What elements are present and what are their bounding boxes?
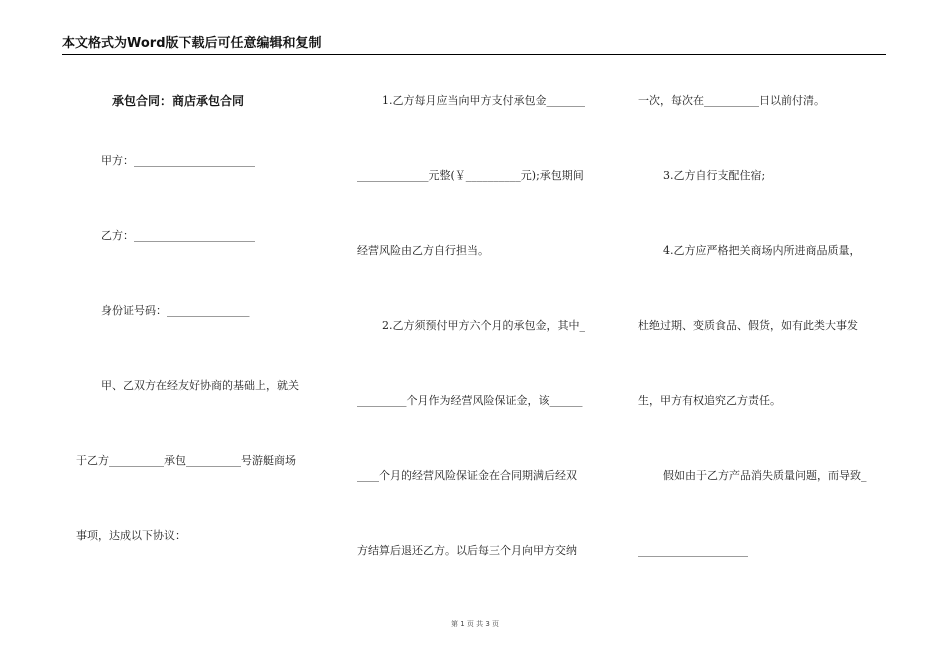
- paragraph-line: _____________元整(￥__________元);承包期间: [357, 169, 584, 182]
- header-text: 本文格式为Word版下载后可任意编辑和复制: [62, 36, 322, 51]
- paragraph-line: 一次，每次在__________日以前付清。: [638, 94, 825, 107]
- paragraph-line: 假如由于乙方产品消失质量问题，而导致_: [663, 469, 867, 482]
- paragraph-line: 3.乙方自行支配住宿;: [663, 169, 766, 182]
- party-b-line: 乙方：______________________: [101, 229, 255, 242]
- document-title: 承包合同：商店承包合同: [112, 94, 245, 108]
- paragraph-line: 方结算后退还乙方。以后每三个月向甲方交纳: [357, 544, 577, 557]
- paragraph-line: 2.乙方须预付甲方六个月的承包金，其中_: [382, 319, 585, 332]
- paragraph-line: 于乙方__________承包__________号游艇商场: [76, 454, 296, 467]
- paragraph-line: 生，甲方有权追究乙方责任。: [638, 394, 781, 407]
- paragraph-line: ____个月的经营风险保证金在合同期满后经双: [357, 469, 577, 482]
- paragraph-line: _________个月作为经营风险保证金，该______: [357, 394, 583, 407]
- page-number: 第 1 页 共 3 页: [450, 620, 500, 628]
- paragraph-line: 杜绝过期、变质食品、假货，如有此类大事发: [638, 319, 858, 332]
- paragraph-line: ____________________: [638, 544, 748, 557]
- paragraph-line: 1.乙方每月应当向甲方支付承包金_______: [382, 94, 585, 107]
- paragraph-line: 甲、乙双方在经友好协商的基础上，就关: [101, 379, 299, 392]
- paragraph-line: 经营风险由乙方自行担当。: [357, 244, 489, 257]
- id-number-line: 身份证号码：_______________: [101, 304, 250, 317]
- paragraph-line: 事项，达成以下协议：: [76, 529, 186, 542]
- paragraph-line: 4.乙方应严格把关商场内所进商品质量，: [663, 244, 861, 257]
- page-header: [62, 36, 886, 55]
- party-a-line: 甲方：______________________: [101, 154, 255, 167]
